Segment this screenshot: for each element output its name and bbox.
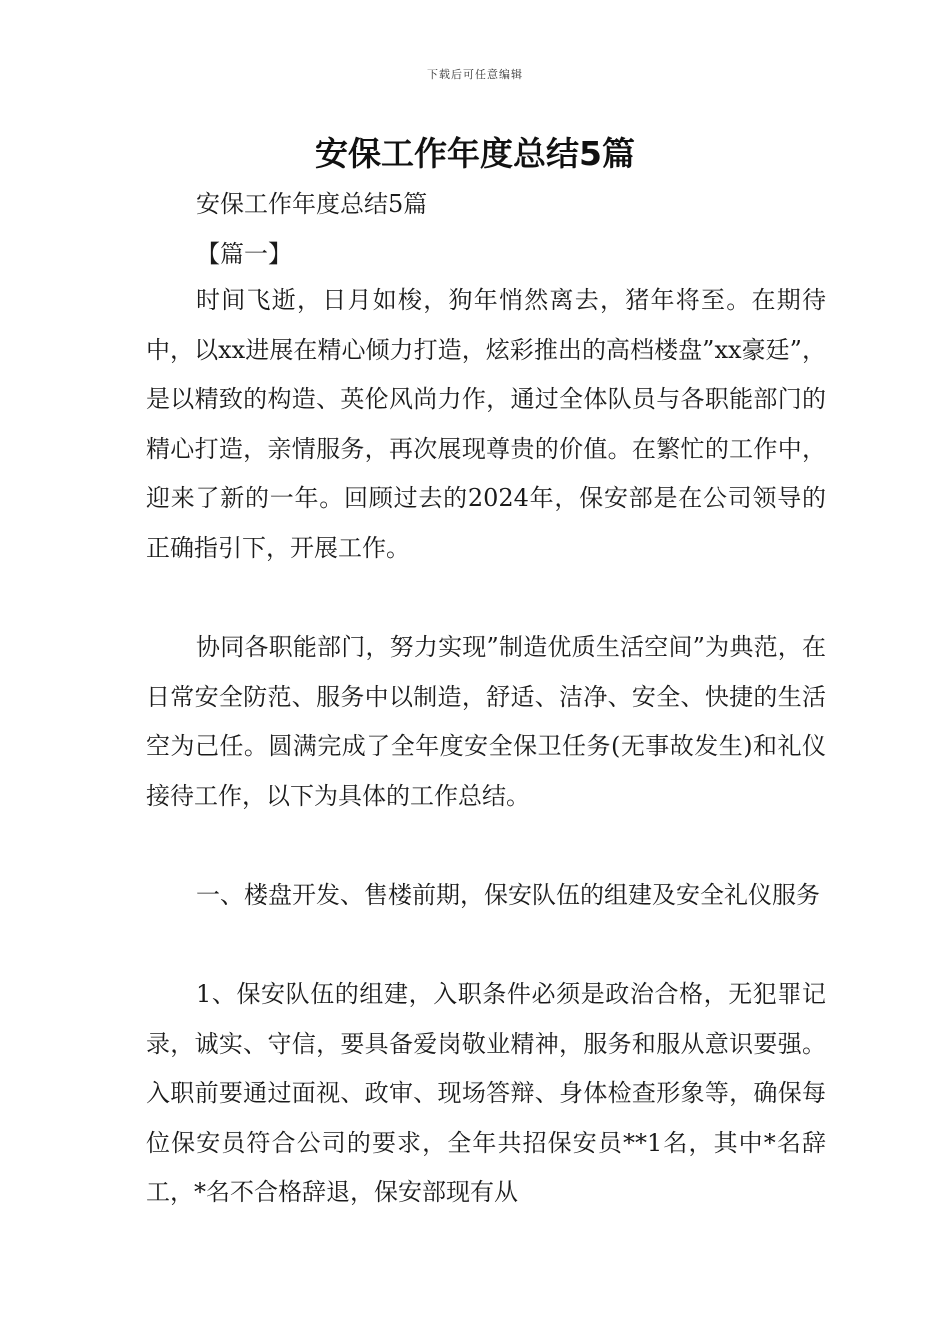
- paragraph-1: 时间飞逝，日月如梭，狗年悄然离去，猪年将至。在期待中，以xx进展在精心倾力打造，炫彩推出的高档楼盘”xx豪廷”，是以精致的构造、英伦风尚力作，通过全体队员与各职能部门的精心打造，亲情服务，再次展现尊贵的价值。在繁忙的工作中，迎来了新的一年。回顾过去的2024年，保安部是在公司领导的正确指引下，开展工作。: [146, 286, 826, 562]
- section-tag: 【篇一】: [196, 240, 292, 268]
- document-subtitle: 安保工作年度总结5篇: [196, 190, 428, 218]
- paragraph-3: 1、保安队伍的组建，入职条件必须是政治合格，无犯罪记录，诚实、守信，要具备爱岗敬业精神，服务和服从意识要强。入职前要通过面视、政审、现场答辩、身体检查形象等，确保每位保安员符合公司的要求，全年共招保安员**1名，其中*名辞工，*名不合格辞退，保安部现有从: [146, 980, 826, 1207]
- section-heading-1: 一、楼盘开发、售楼前期，保安队伍的组建及安全礼仪服务: [196, 881, 820, 909]
- header-note: 下载后可任意编辑: [427, 68, 523, 81]
- document-title: 安保工作年度总结5篇: [315, 134, 635, 173]
- paragraph-2: 协同各职能部门，努力实现”制造优质生活空间”为典范，在日常安全防范、服务中以制造，舒适、洁净、安全、快捷的生活空为己任。圆满完成了全年度安全保卫任务(无事故发生)和礼仪接待工作，以下为具体的工作总结。: [146, 633, 826, 810]
